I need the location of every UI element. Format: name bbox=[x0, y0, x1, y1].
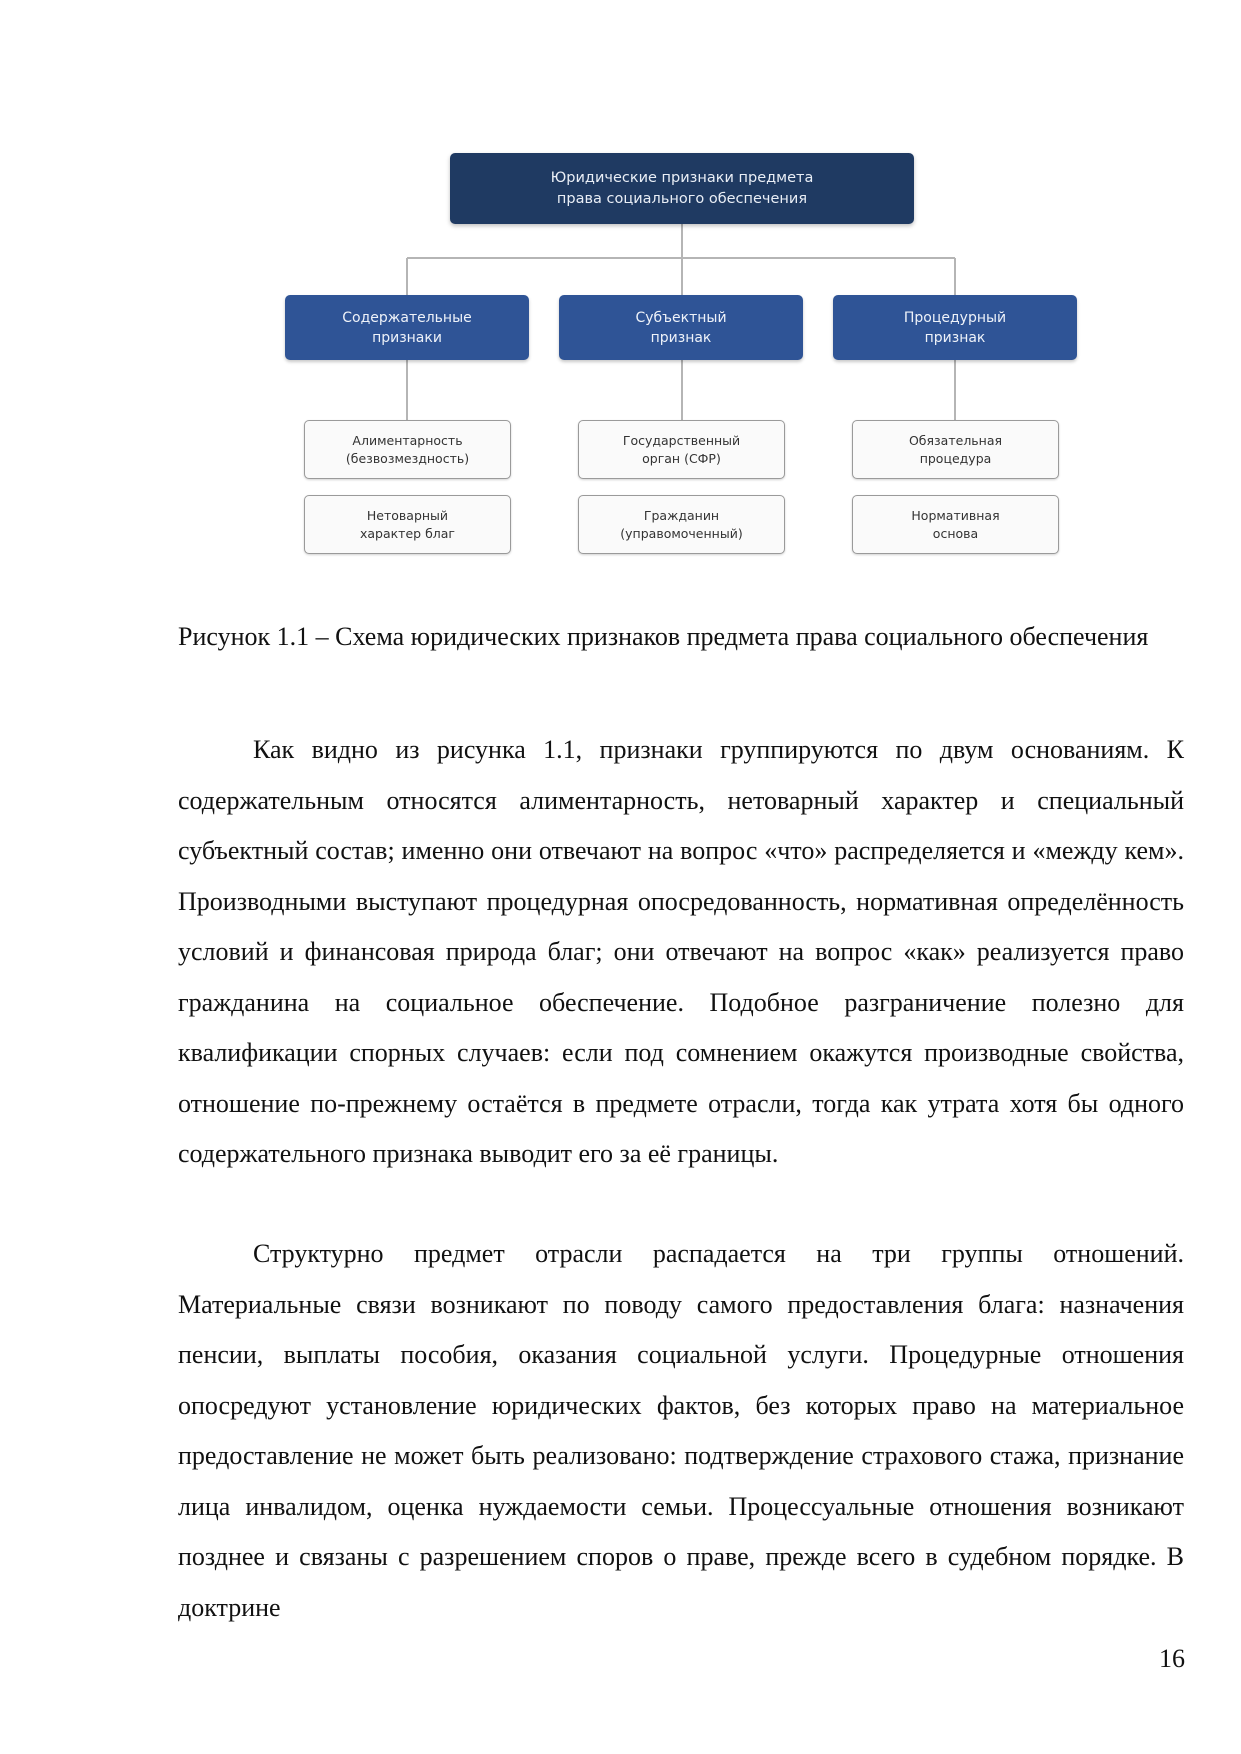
legal-features-diagram bbox=[0, 0, 1241, 580]
leaf-node-mandatory-procedure: Обязательная процедура bbox=[852, 420, 1059, 479]
diagram-connectors bbox=[0, 0, 1241, 580]
category-node-procedure: Процедурный признак bbox=[833, 295, 1077, 360]
body-paragraph: Как видно из рисунка 1.1, признаки группируются по двум основаниям. К содержательным относятся алиментарность, нетоварный характер и специальный субъектный состав; именно они отвечают на вопрос «что» распределяется и «между кем». Производными выступают процедурная опосредованность, нормативная определённость условий и финансовая природа благ; они отвечают на вопрос «как» реализуется право гражданина на социальное обеспечение. Подобное разграничение полезно для квалификации спорных случаев: если под сомнением окажутся производные свойства, отношение по-прежнему остаётся в предмете отрасли, тогда как утрата хотя бы одного содержательного признака выводит его за её границы. bbox=[178, 735, 1184, 1168]
category-node-subject: Субъектный признак bbox=[559, 295, 803, 360]
leaf-node-normative-basis: Нормативная основа bbox=[852, 495, 1059, 554]
leaf-node-citizen: Гражданин (управомоченный) bbox=[578, 495, 785, 554]
figure-caption: Рисунок 1.1 – Схема юридических признаков предмета права социального обеспечения bbox=[178, 622, 1149, 651]
leaf-node-alimentarity: Алиментарность (безвозмездность) bbox=[304, 420, 511, 479]
diagram-root-node: Юридические признаки предмета права социального обеспечения bbox=[450, 153, 914, 224]
body-paragraph: Структурно предмет отрасли распадается на три группы отношений. Материальные связи возникают по поводу самого предоставления блага: назначения пенсии, выплаты пособия, оказания социальной услуги. Процедурные отношения опосредуют установление юридических фактов, без которых право на материальное предоставление не может быть реализовано: подтверждение страхового стажа, признание лица инвалидом, оценка нуждаемости семьи. Процессуальные отношения возникают позднее и связаны с разрешением споров о праве, прежде всего в судебном порядке. В доктрине bbox=[178, 1239, 1184, 1622]
page-number: 16 bbox=[1159, 1644, 1185, 1673]
leaf-node-state-body: Государственный орган (СФР) bbox=[578, 420, 785, 479]
leaf-node-non-commodity: Нетоварный характер благ bbox=[304, 495, 511, 554]
category-node-content: Содержательные признаки bbox=[285, 295, 529, 360]
